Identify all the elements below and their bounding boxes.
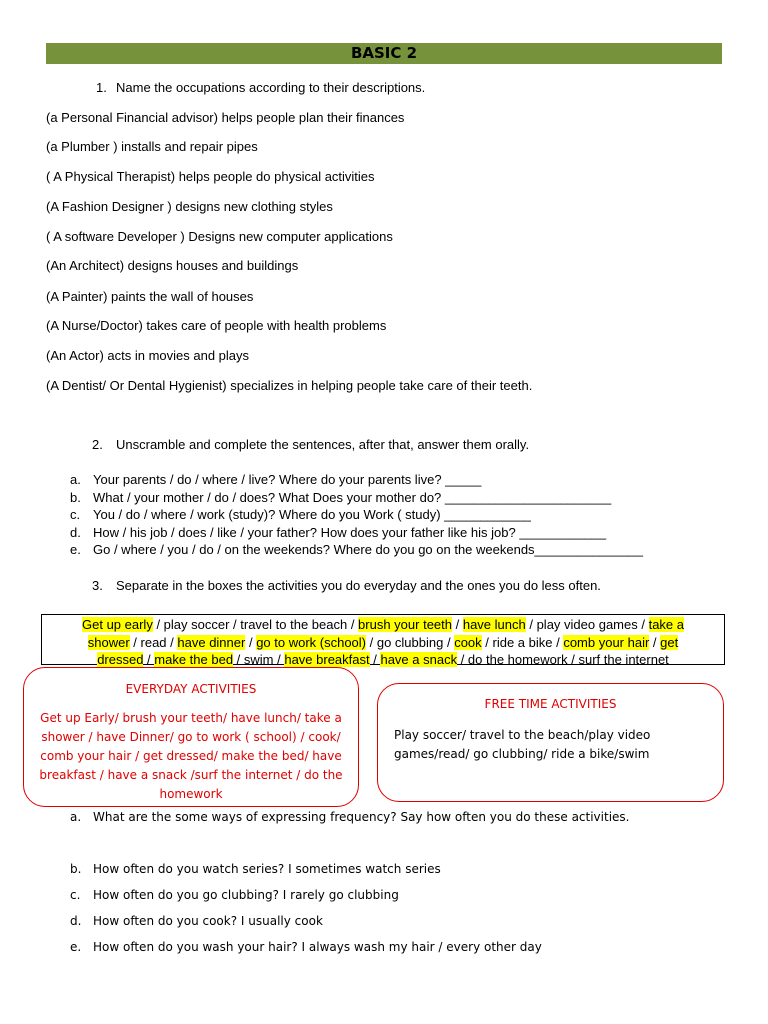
- item-letter: a.: [70, 472, 81, 487]
- section1-heading: Name the occupations according to their descriptions.: [116, 80, 426, 95]
- question-letter: d.: [70, 914, 82, 928]
- activity-text: / play video games /: [525, 617, 649, 632]
- activity-text: comb your hair: [563, 634, 650, 650]
- activity-text: go to work (school): [256, 634, 367, 650]
- item-letter: c.: [70, 507, 81, 522]
- occupation-line: (a Plumber ) installs and repair pipes: [46, 139, 258, 154]
- occupation-line: ( A Physical Therapist) helps people do physical activities: [46, 169, 375, 184]
- frequency-question: How often do you wash your hair? I always wash my hair / every other day: [93, 940, 542, 954]
- activity-text: / ride a bike /: [481, 634, 564, 650]
- activity-text: / do the homework / surf the internet: [457, 652, 669, 667]
- everyday-line: shower / have Dinner/ go to work ( school) / cook/: [41, 730, 341, 744]
- item-letter: e.: [70, 542, 81, 557]
- frequency-question: What are the some ways of expressing frequency? Say how often you do these activities.: [93, 810, 630, 824]
- activities-line-1: [42, 616, 724, 634]
- everyday-line: homework: [159, 787, 223, 801]
- occupation-line: (An Actor) acts in movies and plays: [46, 348, 250, 363]
- everyday-title: EVERYDAY ACTIVITIES: [125, 682, 257, 696]
- occupation-line: (An Architect) designs houses and buildings: [46, 258, 299, 273]
- activity-text: have breakfast: [284, 652, 370, 667]
- frequency-question: How often do you go clubbing? I rarely go clubbing: [93, 888, 399, 902]
- activity-text: get: [660, 634, 679, 650]
- free-time-activities-box: [377, 683, 724, 802]
- activities-line-2: [42, 634, 724, 652]
- question-letter: b.: [70, 862, 82, 876]
- everyday-activities-box: [23, 667, 359, 807]
- question-letter: c.: [70, 888, 81, 902]
- activity-text: Get up early: [82, 617, 153, 632]
- activity-text: make the bed: [154, 652, 234, 667]
- activity-text: have a snack: [380, 652, 458, 667]
- activity-text: have dinner: [177, 634, 246, 650]
- free-time-line: Play soccer/ travel to the beach/play video: [394, 728, 651, 742]
- activity-text: dressed: [97, 652, 144, 667]
- unscramble-item: You / do / where / work (study)? Where do you Work ( study) ____________: [93, 507, 531, 522]
- free-time-text: [394, 726, 650, 764]
- item-letter: b.: [70, 490, 81, 505]
- question-letter: e.: [70, 940, 82, 954]
- activity-text: shower: [87, 634, 130, 650]
- unscramble-item: What / your mother / do / does? What Does your mother do? _______________________: [93, 490, 612, 505]
- activity-text: / go clubbing /: [366, 634, 455, 650]
- section1-number: 1.: [96, 80, 107, 95]
- occupation-line: (A Painter) paints the wall of houses: [46, 289, 254, 304]
- activities-box: [41, 614, 725, 665]
- activity-text: / swim /: [233, 652, 285, 667]
- activity-text: /: [452, 617, 463, 632]
- section2-number: 2.: [92, 437, 103, 452]
- everyday-line: breakfast / have a snack /surf the internet / do the: [39, 768, 343, 782]
- activity-text: /: [369, 652, 381, 667]
- activity-text: / read /: [129, 634, 178, 650]
- occupation-line: ( A software Developer ) Designs new computer applications: [46, 229, 393, 244]
- section3-number: 3.: [92, 578, 103, 593]
- section2-heading: Unscramble and complete the sentences, after that, answer them orally.: [116, 437, 530, 452]
- occupation-line: (A Nurse/Doctor) takes care of people with health problems: [46, 318, 387, 333]
- occupation-line: (a Personal Financial advisor) helps people plan their finances: [46, 110, 405, 125]
- everyday-line: comb your hair / get dressed/ make the bed/ have: [40, 749, 342, 763]
- everyday-text: [24, 709, 358, 804]
- activity-text: cook: [454, 634, 482, 650]
- everyday-line: Get up Early/ brush your teeth/ have lunch/ take a: [40, 711, 342, 725]
- unscramble-item: Your parents / do / where / live? Where do your parents live? _____: [93, 472, 482, 487]
- free-time-title: FREE TIME ACTIVITIES: [484, 697, 617, 711]
- activity-text: brush your teeth: [358, 617, 452, 632]
- frequency-question: How often do you watch series? I sometimes watch series: [93, 862, 441, 876]
- question-letter: a.: [70, 810, 82, 824]
- frequency-question: How often do you cook? I usually cook: [93, 914, 323, 928]
- activity-text: /: [649, 634, 661, 650]
- activity-text: / play soccer / travel to the beach /: [152, 617, 359, 632]
- unscramble-item: How / his job / does / like / your father? How does your father like his job? ____________: [93, 525, 607, 540]
- occupation-line: (A Fashion Designer ) designs new clothing styles: [46, 199, 333, 214]
- activity-text: /: [245, 634, 257, 650]
- activity-text: take a: [648, 617, 684, 632]
- activities-line-3: [42, 651, 724, 669]
- unscramble-item: Go / where / you / do / on the weekends? Where do you go on the weekends_______________: [93, 542, 644, 557]
- activity-text: have lunch: [462, 617, 526, 632]
- item-letter: d.: [70, 525, 81, 540]
- free-time-line: games/read/ go clubbing/ ride a bike/swim: [394, 747, 650, 761]
- occupation-line: (A Dentist/ Or Dental Hygienist) specializes in helping people take care of their teeth.: [46, 378, 533, 393]
- activity-text: /: [143, 652, 155, 667]
- page-title: BASIC 2: [46, 43, 722, 64]
- section3-heading: Separate in the boxes the activities you do everyday and the ones you do less often.: [116, 578, 601, 593]
